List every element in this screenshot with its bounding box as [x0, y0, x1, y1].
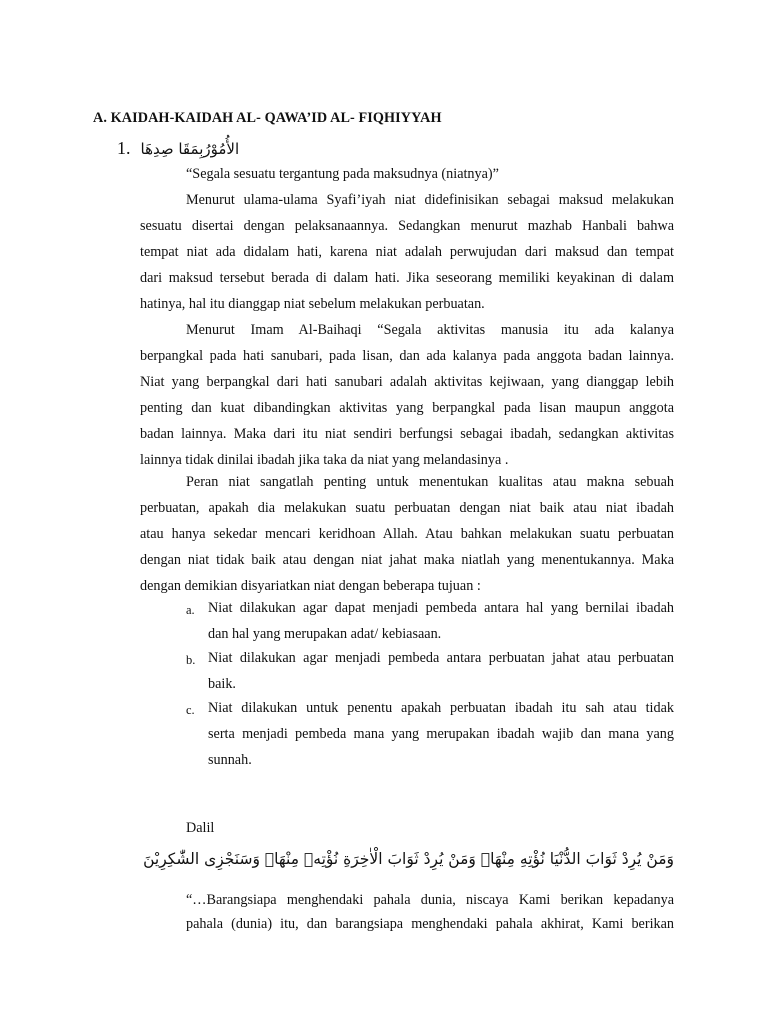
list-item-line: Niat dilakukan untuk penentu apakah perbuatan ibadah itu sah atau tidak: [208, 700, 674, 716]
para1-line: hatinya, hal itu dianggap niat sebelum melakukan perbuatan.: [140, 296, 485, 312]
para2-line: berpangkal pada hati sanubari, pada lisan, dan ada kalanya pada anggota badan lainnya.: [140, 348, 674, 364]
para2-line: penting dan kuat dibandingkan aktivitas yang berpangkal pada lisan maupun anggota: [140, 400, 674, 416]
para2-line: Niat yang berpangkal dari hati sanubari adalah aktivitas kejiwaan, yang dianggap lebih: [140, 374, 674, 390]
kaidah-translation: “Segala sesuatu tergantung pada maksudnya (niatnya)”: [186, 166, 499, 182]
list-item-line: baik.: [208, 676, 236, 692]
list-marker: c.: [186, 703, 195, 717]
para1-line: Menurut ulama-ulama Syafi’iyah niat didefinisikan sebagai maksud melakukan: [186, 192, 674, 208]
para3-line: Peran niat sangatlah penting untuk menentukan kualitas atau makna sebuah: [186, 474, 674, 490]
list-item-line: dan hal yang merupakan adat/ kebiasaan.: [208, 626, 442, 642]
list-item-line: Niat dilakukan agar dapat menjadi pembeda antara hal yang bernilai ibadah: [208, 600, 674, 616]
para3-line: dengan niat tidak baik atau dengan niat jahat maka niatlah yang menentukannya. Maka: [140, 552, 674, 568]
para3-line: dengan demikian disyariatkan niat dengan beberapa tujuan :: [140, 578, 481, 594]
para2-line: badan lainnya. Maka dari itu niat sendiri berfungsi sebagai ibadah, sedangkan aktivitas: [140, 426, 674, 442]
list-item-line: serta menjadi pembeda mana yang merupakan ibadah wajib dan mana yang: [208, 726, 674, 742]
verse-translation-line: “…Barangsiapa menghendaki pahala dunia, niscaya Kami berikan kepadanya: [186, 892, 674, 908]
section-heading: A. KAIDAH-KAIDAH AL- QAWA’ID AL- FIQHIYYAH: [93, 110, 442, 126]
para2-line: lainnya tidak dinilai ibadah jika taka da niat yang melandasinya .: [140, 452, 509, 468]
kaidah-item-1: [117, 138, 239, 159]
list-marker: a.: [186, 603, 195, 617]
para3-line: perbuatan, apakah dia melakukan suatu perbuatan dengan niat baik atau niat ibadah: [140, 500, 674, 516]
quran-verse-arabic: وَمَنْ يُرِدْ ثَوَابَ الدُّنْيَا نُؤْتِهِ مِنْهَاۚ وَمَنْ يُرِدْ ثَوَابَ الْاٰخِرَةِ نُؤْتِهٖ مِنْهَاۗ وَسَنَجْزِى الشّٰكِرِيْنَ: [143, 850, 674, 868]
list-item-line: Niat dilakukan agar menjadi pembeda antara perbuatan jahat atau perbuatan: [208, 650, 674, 666]
para2-line: Menurut Imam Al-Baihaqi “Segala aktivitas manusia itu ada kalanya: [186, 322, 674, 338]
kaidah-number: 1.: [117, 138, 131, 158]
dalil-label: Dalil: [186, 820, 215, 836]
para3-line: atau hanya sekedar mencari keridhoan Allah. Atau bahkan melakukan suatu perbuatan: [140, 526, 674, 542]
para1-line: dari maksud tersebut berada di dalam hati. Jika seseorang memiliki keyakinan di dalam: [140, 270, 674, 286]
kaidah-arabic-text: الأُمُوْرُبِمَقَا صِدِهَا: [140, 139, 240, 158]
para1-line: sesuatu disertai dengan pelaksanaannya. Sedangkan menurut mazhab Hanbali bahwa: [140, 218, 674, 234]
list-marker: b.: [186, 653, 196, 667]
list-item-line: sunnah.: [208, 752, 252, 768]
verse-translation-line: pahala (dunia) itu, dan barangsiapa menghendaki pahala akhirat, Kami berikan: [186, 916, 674, 932]
para1-line: tempat niat ada didalam hati, karena niat adalah perwujudan dari maksud dan tempat: [140, 244, 674, 260]
